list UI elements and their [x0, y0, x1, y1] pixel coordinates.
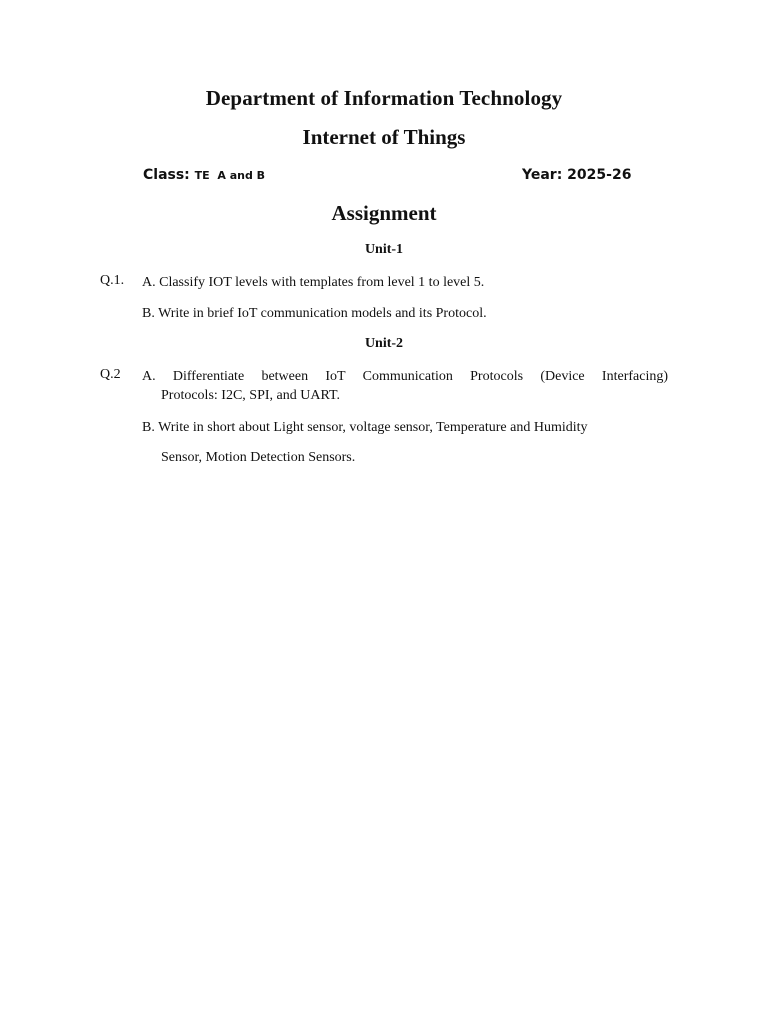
class-info	[143, 167, 265, 183]
question-2-part-a-line-1: A. Differentiate between IoT Communication Protocols (Device Interfacing)	[142, 369, 668, 384]
question-1-number: Q.1.	[100, 273, 125, 288]
class-value: TE A and B	[194, 169, 266, 182]
question-2-number: Q.2	[100, 367, 121, 382]
question-2-part-b-line-2: Sensor, Motion Detection Sensors.	[161, 450, 356, 465]
subject-heading: Internet of Things	[302, 125, 466, 149]
class-label: Class:	[143, 167, 190, 183]
question-1-part-b: B. Write in brief IoT communication models and its Protocol.	[142, 306, 487, 321]
assignment-title: Assignment	[331, 201, 437, 225]
year-info: Year: 2025-26	[522, 167, 632, 183]
question-2-part-a	[142, 367, 668, 405]
unit-1-heading: Unit-1	[364, 242, 404, 257]
question-1-part-a: A. Classify IOT levels with templates from level 1 to level 5.	[142, 275, 485, 290]
question-2-part-b-line-1: B. Write in short about Light sensor, voltage sensor, Temperature and Humidity	[142, 420, 588, 435]
question-2-part-a-line-2: Protocols: I2C, SPI, and UART.	[161, 388, 340, 403]
department-heading: Department of Information Technology	[205, 86, 563, 110]
unit-2-heading: Unit-2	[364, 336, 404, 351]
